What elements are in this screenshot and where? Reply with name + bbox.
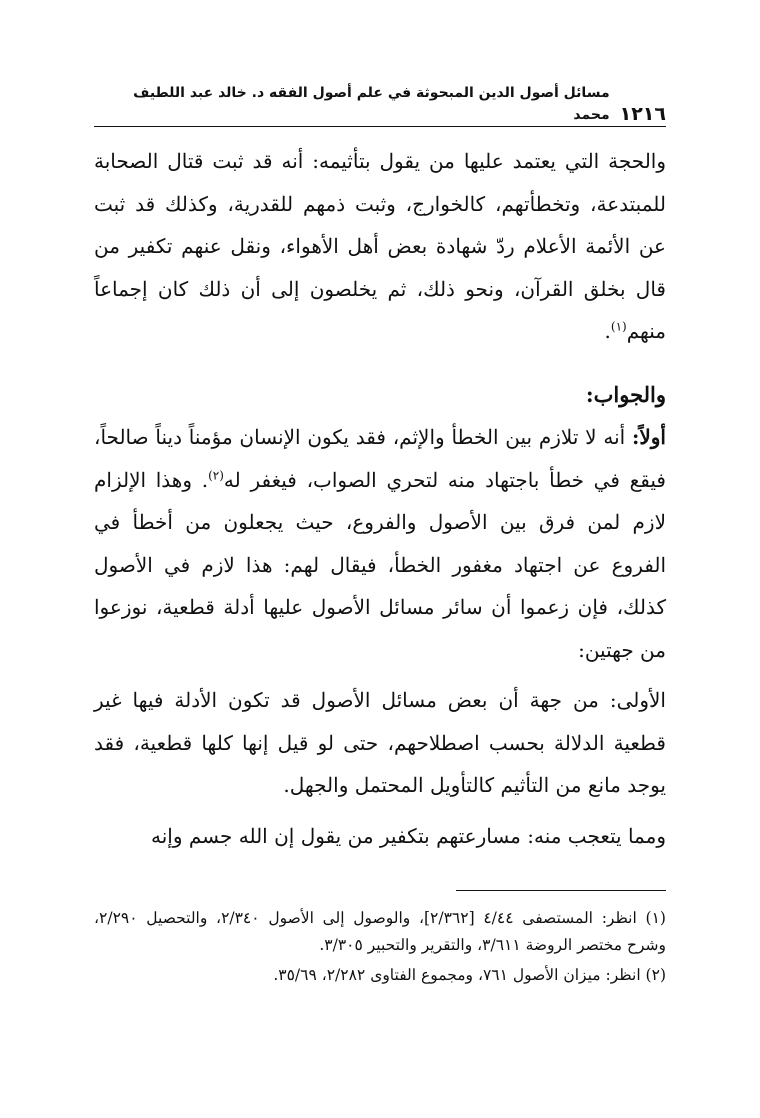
footnote-divider <box>456 890 666 891</box>
paragraph-first-answer-continuation: . وهذا الإلزام لازم لمن فرق بين الأصول والفروع، حيث يجعلون من أخطأ في الفروع عن اجتهاد مغفور الخطأ، فيقال لهم: هذا لازم في الأصول كذلك، فإن زعموا أن سائر مسائل الأصول عليها أدلة قطعية، نوزعوا من جهتين: <box>94 467 666 662</box>
footnote-2: (٢) انظر: ميزان الأصول ٧٦١، ومجموع الفتاوى ٢/٢٨٢، ٣٥/٦٩. <box>273 966 666 984</box>
section-heading-answer: والجواب: <box>585 381 666 407</box>
footnote-1: (١) انظر: المستصفى ٤/٤٤ [٢/٣٦٢]، والوصول إلى الأصول ٢/٣٤٠، والتحصيل ٢/٢٩٠، وشرح مختصر الروضة ٣/٦١١، والتقرير والتحبير ٣/٣٠٥. <box>94 909 666 954</box>
footnote-ref-2: (٢) <box>208 467 224 482</box>
first-point-label: أولاً: <box>631 425 666 449</box>
paragraph-first-answer <box>94 416 666 671</box>
paragraph-argument-end: . <box>604 319 611 343</box>
body-text <box>94 140 666 857</box>
running-title: مسائل أصول الدين المبحوثة في علم أصول الفقه د. خالد عبد اللطيف محمد <box>133 85 610 123</box>
footnote-ref-1: (١) <box>610 319 627 334</box>
paragraph-argument <box>94 140 666 353</box>
page-number: ١٢١٦ <box>619 103 666 125</box>
footnotes <box>94 905 666 992</box>
paragraph-first-answer-text: أنه لا تلازم بين الخطأ والإثم، فقد يكون الإنسان مؤمناً ديناً صالحاً، فيقع في خطأ باجتهاد منه لتحري الصواب، فيغفر له <box>94 425 666 492</box>
paragraph-first-aspect: الأولى: من جهة أن بعض مسائل الأصول قد تكون الأدلة فيها غير قطعية الدلالة بحسب اصطلاحهم، حتى لو قيل إنها كلها قطعية، فقد يوجد مانع من التأثيم كالتأويل المحتمل والجهل. <box>94 688 666 797</box>
paragraph-argument-text: والحجة التي يعتمد عليها من يقول بتأثيمه: أنه قد ثبت قتال الصحابة للمبتدعة، وتخطأتهم، كالخوارج، وثبت ذمهم للقدرية، وكذلك قد ثبت عن الأئمة الأعلام ردّ شهادة بعض أهل الأهواء، ونقل عنهم تكفير من قال بخلق القرآن، ونحو ذلك، ثم يخلصون إلى أن ذلك كان إجماعاً منهم <box>94 149 666 343</box>
page-header <box>94 85 666 127</box>
paragraph-wonder: ومما يتعجب منه: مسارعتهم بتكفير من يقول إن الله جسم وإنه <box>151 823 666 848</box>
